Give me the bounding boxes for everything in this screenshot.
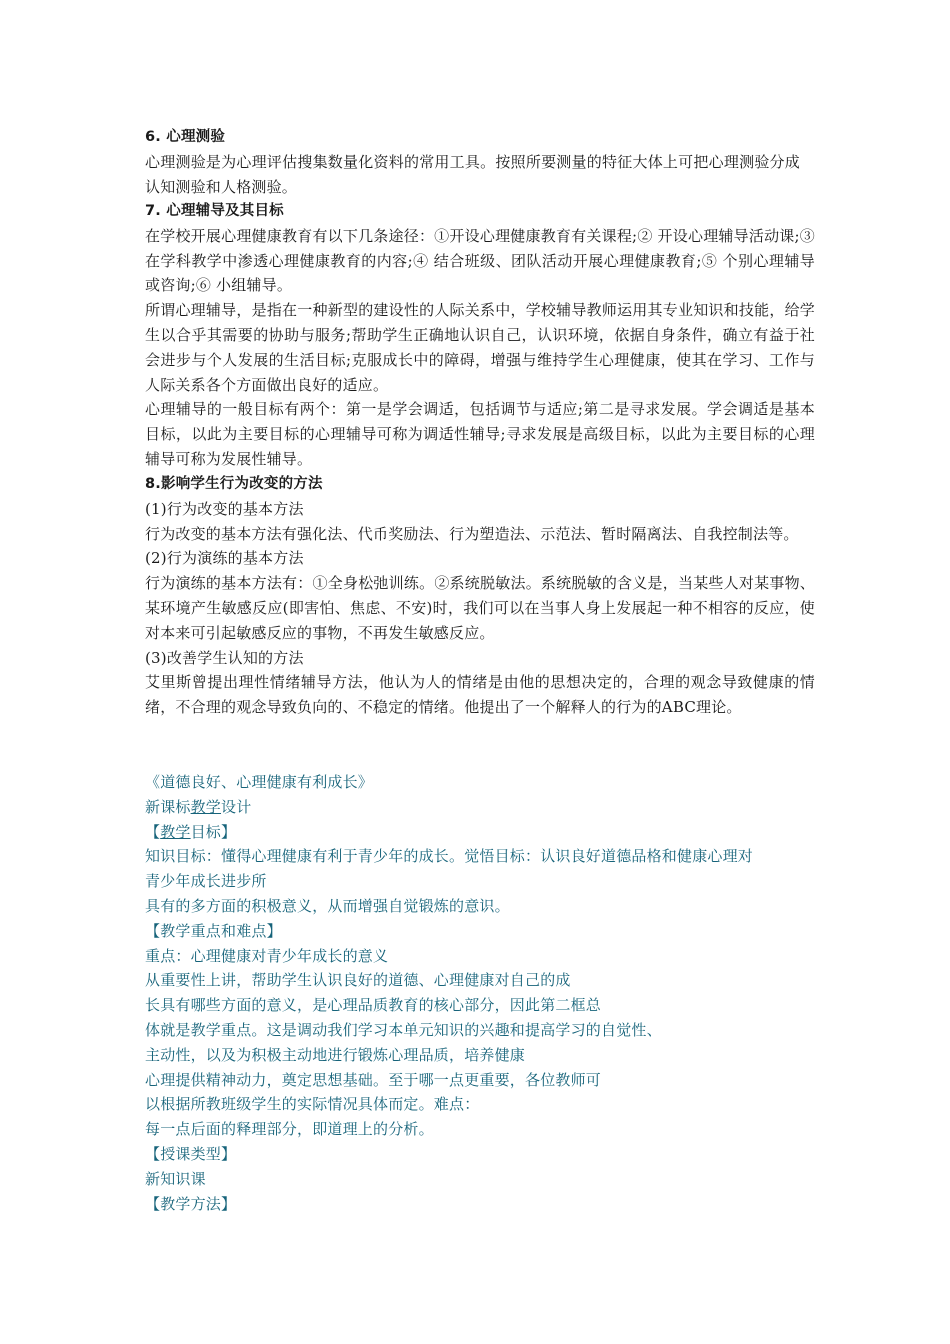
goal-underlined: 教学	[160, 822, 191, 841]
goal-line-2: 青少年成长进步所	[145, 872, 267, 891]
section-7-paragraph-1: 在学校开展心理健康教育有以下几条途径：①开设心理健康教育有关课程;② 开设心理辅导活动课;③ 在学科教学中渗透心理健康教育的内容;④ 结合班级、团队活动开展心理健康教育;⑤ 个别心理辅导或咨询;⑥ 小组辅导。	[145, 226, 815, 295]
section-6-paragraph: 心理测验是为心理评估搜集数量化资料的常用工具。按照所要测量的特征大体上可把心理测验分成认知测验和人格测验。	[145, 152, 800, 196]
key-line-5: 主动性，以及为积极主动地进行锻炼心理品质，培养健康	[145, 1045, 526, 1064]
key-line-7: 以根据所教班级学生的实际情况具体而定。难点：	[145, 1095, 480, 1114]
section-8-subtitle-3: (3)改善学生认知的方法	[145, 648, 304, 667]
design-underlined: 教学	[190, 797, 222, 816]
section-7-paragraph-2: 所谓心理辅导，是指在一种新型的建设性的人际关系中，学校辅导教师运用其专业知识和技能，给学生以合乎其需要的协助与服务;帮助学生正确地认识自己，认识环境，依据自身条件，确立有益于社会进步与个人发展的生活目标;克服成长中的障碍，增强与维持学生心理健康，使其在学习、工作与人际关系各个方面做出良好的适应。	[145, 301, 815, 394]
goal-heading	[145, 820, 815, 845]
lesson-plan	[145, 770, 815, 1216]
key-heading: 【教学重点和难点】	[145, 921, 282, 940]
design-prefix: 新课标	[145, 797, 191, 816]
key-line-3: 长具有哪些方面的意义，是心理品质教育的核心部分，因此第二框总	[145, 996, 602, 1015]
goal-line-3: 具有的多方面的积极意义，从而增强自觉锻炼的意识。	[145, 896, 510, 915]
key-line-2: 从重要性上讲，帮助学生认识良好的道德、心理健康对自己的成	[145, 971, 571, 990]
goal-open: 【	[145, 822, 161, 841]
goal-close: 目标】	[190, 822, 237, 841]
lesson-title: 《道德良好、心理健康有利成长》	[145, 773, 374, 791]
section-6	[145, 125, 815, 199]
design-suffix: 设计	[221, 797, 252, 816]
type-value: 新知识课	[145, 1169, 206, 1188]
section-8-paragraph-2: 行为演练的基本方法有：①全身松弛训练。②系统脱敏法。系统脱敏的含义是，当某些人对某事物、某环境产生敏感反应(即害怕、焦虑、不安)时，我们可以在当事人身上发展起一种不相容的反应，使对本来可引起敏感反应的事物，不再发生敏感反应。	[145, 574, 815, 642]
key-line-4: 体就是教学重点。这是调动我们学习本单元知识的兴趣和提高学习的自觉性、	[145, 1020, 662, 1039]
type-heading: 【授课类型】	[145, 1144, 237, 1163]
section-7-title: 7. 心理辅导及其目标	[145, 203, 284, 219]
key-line-1: 重点：心理健康对青少年成长的意义	[145, 946, 389, 965]
section-6-title: 6. 心理测验	[145, 129, 226, 145]
method-heading: 【教学方法】	[145, 1194, 237, 1213]
section-8-title: 8.影响学生行为改变的方法	[145, 476, 323, 492]
section-8-subtitle-1: (1)行为改变的基本方法	[145, 499, 304, 518]
section-8-paragraph-1: 行为改变的基本方法有强化法、代币奖励法、行为塑造法、示范法、暂时隔离法、自我控制法等。	[145, 524, 799, 543]
section-7	[145, 199, 815, 472]
key-line-8: 每一点后面的释理部分，即道理上的分析。	[145, 1120, 434, 1139]
key-line-6: 心理提供精神动力，奠定思想基础。至于哪一点更重要，各位教师可	[145, 1070, 602, 1089]
goal-line-1: 知识目标：懂得心理健康有利于青少年的成长。觉悟目标：认识良好道德品格和健康心理对	[145, 847, 754, 866]
section-8	[145, 472, 815, 720]
design-label	[145, 795, 815, 820]
section-7-paragraph-3: 心理辅导的一般目标有两个：第一是学会调适，包括调节与适应;第二是寻求发展。学会调适是基本目标，以此为主要目标的心理辅导可称为调适性辅导;寻求发展是高级目标，以此为主要目标的心理辅导可称为发展性辅导。	[145, 400, 815, 468]
section-8-subtitle-2: (2)行为演练的基本方法	[145, 549, 304, 568]
section-8-paragraph-3: 艾里斯曾提出理性情绪辅导方法，他认为人的情绪是由他的思想决定的，合理的观念导致健康的情绪，不合理的观念导致负向的、不稳定的情绪。他提出了一个解释人的行为的ABC理论。	[145, 673, 815, 717]
